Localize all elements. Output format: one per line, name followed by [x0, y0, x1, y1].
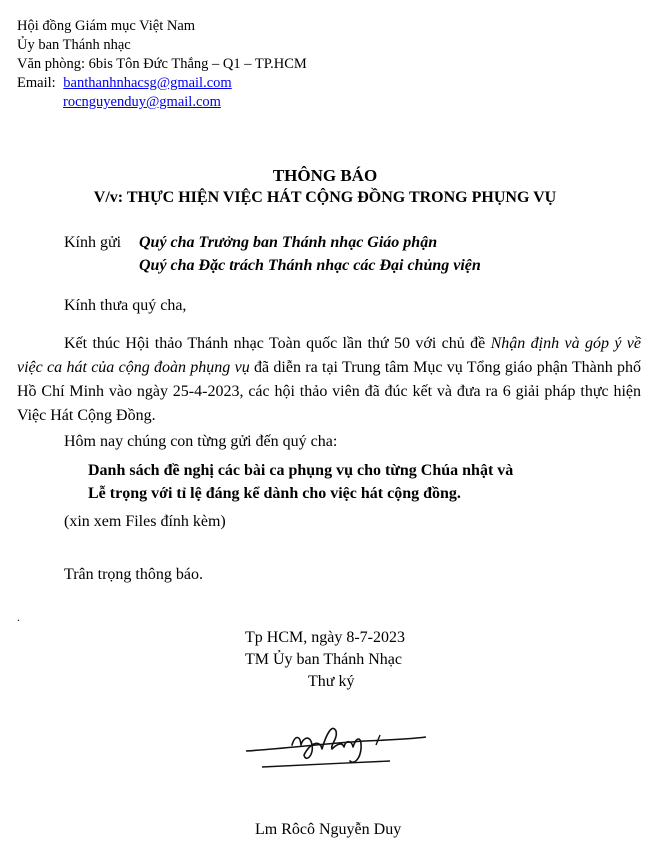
signer-org: TM Ủy ban Thánh Nhạc [245, 651, 402, 668]
email-link-1[interactable]: banthanhnhacsg@gmail.com [63, 75, 232, 91]
bold-line-1: Danh sách đề nghị các bài ca phụng vụ cho từng Chúa nhật và [88, 462, 514, 479]
salutation: Kính thưa quý cha, [64, 297, 187, 314]
recipient-line-1: Quý cha Trưởng ban Thánh nhạc Giáo phận [139, 234, 438, 251]
bold-line-2: Lễ trọng với tỉ lệ đáng kể dành cho việc hát cộng đồng. [88, 485, 461, 502]
signer-name: Lm Rôcô Nguyễn Duy [255, 821, 402, 838]
page-subtitle: V/v: THỰC HIỆN VIỆC HÁT CỘNG ĐỒNG TRONG PHỤNG VỤ [93, 189, 557, 206]
place-date: Tp HCM, ngày 8-7-2023 [245, 629, 405, 646]
recipient-label: Kính gửi [64, 234, 122, 251]
committee-name: Ủy ban Thánh nhạc [17, 37, 131, 53]
paragraph-intro-part2: đã diễn ra tại Trung tâm Mục vụ Tổng giáo phận Thành phố Hồ Chí Minh vào ngày 25-4-2023, các hội thảo viên đã đúc kết và đưa ra 6 giải pháp thực hiện Việc Hát Cộng Đồng. [17, 359, 641, 424]
paragraph-intro [17, 332, 641, 428]
attachment-note: (xin xem Files đính kèm) [64, 513, 226, 530]
closing: Trân trọng thông báo. [64, 566, 203, 583]
email-link-2[interactable]: rocnguyenduy@gmail.com [63, 94, 221, 110]
email-line [17, 74, 232, 93]
org-name: Hội đồng Giám mục Việt Nam [17, 18, 196, 34]
signer-role: Thư ký [308, 673, 355, 690]
page-title: THÔNG BÁO [272, 166, 378, 185]
email-line-2 [63, 93, 221, 112]
handwritten-signature [240, 715, 430, 780]
email-label: Email: [17, 75, 56, 91]
stray-dot: . [17, 610, 20, 624]
office-address: Văn phòng: 6bis Tôn Đức Thắng – Q1 – TP.HCM [17, 56, 307, 72]
paragraph-intro-topic: Nhận định và góp ý về việc ca hát của cộng đoàn phụng vụ [17, 335, 641, 376]
paragraph-sending: Hôm nay chúng con từng gửi đến quý cha: [64, 433, 338, 450]
recipient-line-2: Quý cha Đặc trách Thánh nhạc các Đại chủng viện [139, 257, 481, 274]
paragraph-intro-part1: Kết thúc Hội thảo Thánh nhạc Toàn quốc lần thứ 50 với chủ đề [64, 335, 491, 352]
